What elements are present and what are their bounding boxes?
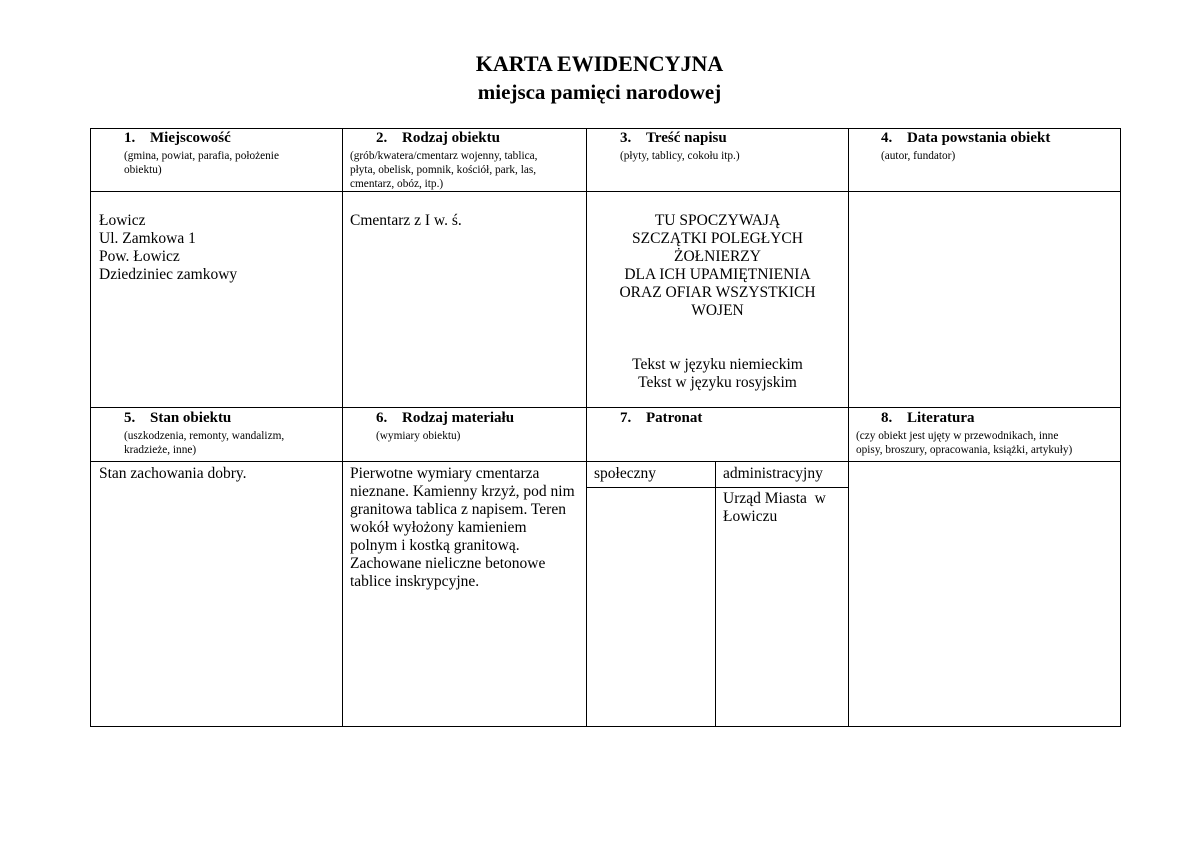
section-number: 3. xyxy=(620,130,632,146)
section-hint: (autor, fundator) xyxy=(881,150,956,162)
section-number: 8. xyxy=(881,410,893,426)
section-label: Miejscowość xyxy=(150,130,231,146)
section-hint: (wymiary obiektu) xyxy=(376,430,461,442)
section-number: 2. xyxy=(376,130,388,146)
section-label: Stan obiektu xyxy=(150,410,232,426)
document-title: KARTA EWIDENCYJNA xyxy=(475,51,724,76)
section-hint: (płyty, tablicy, cokołu itp.) xyxy=(620,150,740,162)
inscription-languages: Tekst w języku niemieckim Tekst w języku rosyjskim xyxy=(632,356,803,391)
section-hint: (grób/kwatera/cmentarz wojenny, tablica, płyta, obelisk, pomnik, kościół, park, las, cmentarz, obóz, itp.) xyxy=(350,150,538,190)
patronage-social-label: społeczny xyxy=(594,465,656,482)
section-label: Treść napisu xyxy=(646,130,727,146)
section-label: Rodzaj materiału xyxy=(402,410,515,426)
section-number: 1. xyxy=(124,130,136,146)
material-value: Pierwotne wymiary cmentarza nieznane. Kamienny krzyż, pod nim granitowa tablica z napisem. Teren wokół wyłożony kamieniem polnym i kostką granitową. Zachowane nieliczne betonowe tablice inskrypcyjne. xyxy=(350,465,575,590)
section-label: Rodzaj obiektu xyxy=(402,130,500,146)
section-label: Data powstania obiekt xyxy=(907,130,1051,146)
section-hint: (gmina, powiat, parafia, położenie obiektu) xyxy=(124,150,279,176)
section-label: Literatura xyxy=(907,410,975,426)
section-hint: (uszkodzenia, remonty, wandalizm, kradzieże, inne) xyxy=(124,430,285,456)
patronage-admin-value: Urząd Miasta w Łowiczu xyxy=(723,490,826,525)
section-label: Patronat xyxy=(646,410,703,426)
section-number: 6. xyxy=(376,410,388,426)
section-number: 7. xyxy=(620,410,632,426)
condition-value: Stan zachowania dobry. xyxy=(99,465,247,482)
inscription-text: TU SPOCZYWAJĄ SZCZĄTKI POLEGŁYCH ŻOŁNIERZY DLA ICH UPAMIĘTNIENIA ORAZ OFIAR WSZYSTKICH WOJEN xyxy=(619,212,816,319)
section-number: 4. xyxy=(881,130,893,146)
location-value: Łowicz Ul. Zamkowa 1 Pow. Łowicz Dziedziniec zamkowy xyxy=(99,212,238,283)
section-hint: (czy obiekt jest ujęty w przewodnikach, inne opisy, broszury, opracowania, książki, artykuły) xyxy=(856,430,1073,456)
document-subtitle: miejsca pamięci narodowej xyxy=(477,80,722,104)
patronage-admin-label: administracyjny xyxy=(723,465,823,482)
section-number: 5. xyxy=(124,410,136,426)
object-type-value: Cmentarz z I w. ś. xyxy=(350,212,462,229)
